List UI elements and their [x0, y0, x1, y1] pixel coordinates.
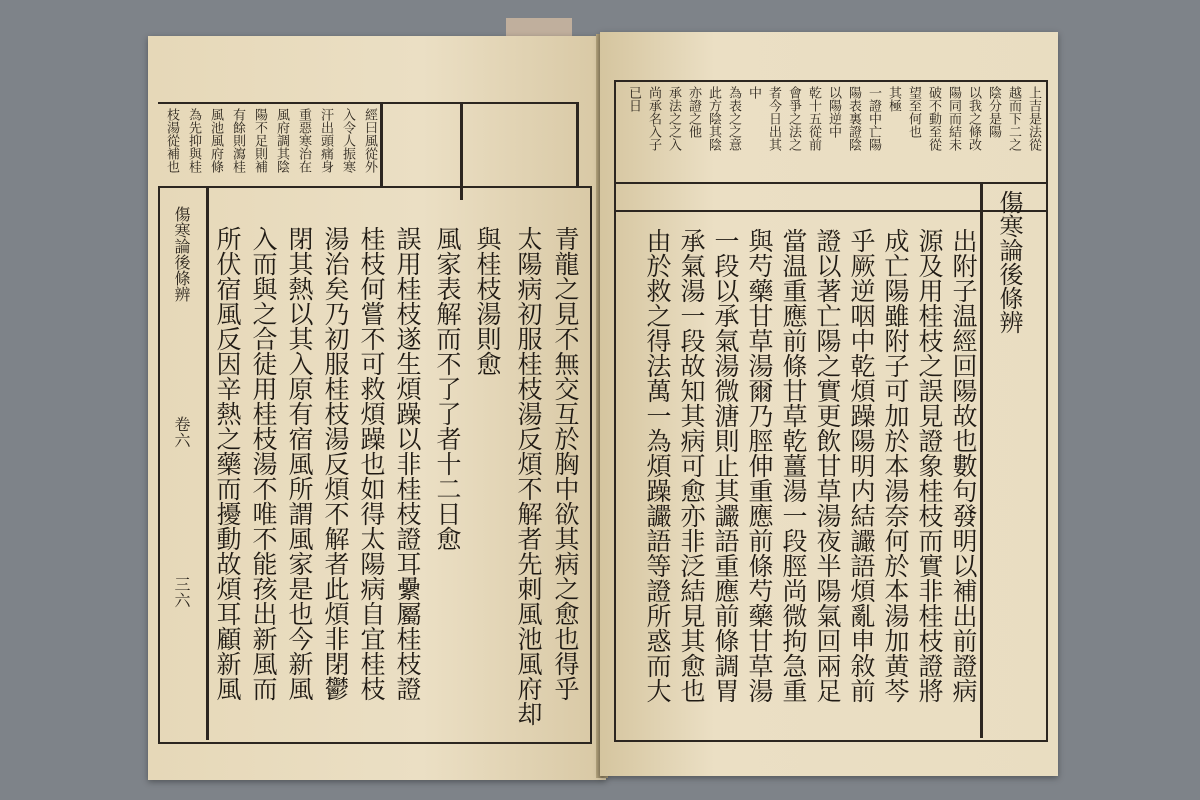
left-header-note: 風池風府條	[208, 108, 223, 173]
right-header-note: 此方陰其陰	[706, 86, 721, 151]
right-header-note: 承法之之入	[666, 86, 681, 151]
right-header-note: 為表之之意	[726, 86, 741, 151]
text-column: 源及用桂枝之誤見證象桂枝而實非桂枝證將	[915, 228, 944, 703]
left-header-note: 風府調其陰	[274, 108, 289, 173]
left-header-note: 枝湯從補也	[164, 108, 179, 173]
right-header-note: 中	[746, 86, 761, 99]
left-header-top	[380, 102, 578, 104]
left-header-note: 汗出頭痛身	[318, 108, 333, 173]
left-header-note: 入令人振寒	[340, 108, 355, 173]
right-header-note: 亦證之他	[686, 86, 701, 138]
right-header-note: 其極	[886, 86, 901, 112]
right-margin-rule	[980, 182, 983, 738]
left-volume-label: 卷六	[172, 416, 191, 448]
right-header-note: 陰分是陽	[986, 86, 1001, 138]
text-column: 一段以承氣湯微溏則止其讝語重應前條調胃	[711, 228, 740, 703]
left-header-note: 有餘則瀉桂	[230, 108, 245, 173]
text-column: 成亡陽雖附子可加於本湯奈何於本湯加黄芩	[881, 228, 910, 703]
right-header-note: 以我之條改	[966, 86, 981, 151]
left-header-note: 重惡寒治在	[296, 108, 311, 173]
text-column: 風家表解而不了了者十二日愈	[433, 226, 462, 551]
left-header-divider-3	[576, 102, 579, 188]
right-header-note: 尚承名入子	[646, 86, 661, 151]
text-column: 桂枝何嘗不可救煩躁也如得太陽病自宜桂枝	[357, 226, 386, 701]
text-column: 與芍藥甘草湯爾乃脛伸重應前條芍藥甘草湯	[745, 228, 774, 703]
text-column: 誤用桂枝遂生煩躁以非桂枝證耳纍屬桂枝證	[393, 226, 422, 701]
right-header-note: 望至何也	[906, 86, 921, 138]
text-column: 由於救之得法萬一為煩躁讝語等證所惑而大	[643, 228, 672, 703]
left-header-rule	[158, 102, 408, 104]
text-column: 湯治矣乃初服桂枝湯反煩不解者此煩非閉鬱	[321, 226, 350, 701]
right-header-note: 陽同而結未	[946, 86, 961, 151]
left-header-note: 經曰風從外	[362, 108, 377, 173]
right-header-note: 陽表裏證陰	[846, 86, 861, 151]
text-column: 太陽病初服桂枝湯反煩不解者先刺風池風府却	[514, 226, 543, 726]
left-header-divider	[380, 102, 383, 188]
text-column: 承氣湯一段故知其病可愈亦非泛結見其愈也	[677, 228, 706, 703]
text-column: 當温重應前條甘草乾薑湯一段脛尚微拘急重	[779, 228, 808, 703]
text-column: 閉其熱以其入原有宿風所謂風家是也今新風	[285, 226, 314, 701]
right-header-note: 以陽逆中	[826, 86, 841, 138]
text-column: 與桂枝湯則愈	[473, 226, 502, 376]
left-header-divider-2	[460, 102, 463, 200]
left-margin-rule	[206, 186, 209, 740]
left-header-note: 為先抑與桂	[186, 108, 201, 173]
right-margin-title: 傷寒論後條辨	[995, 190, 1023, 334]
right-header-note: 乾十五從前	[806, 86, 821, 151]
text-column: 出附子温經回陽故也數句發明以補出前證病	[949, 228, 978, 703]
text-column: 入而與之合徒用桂枝湯不唯不能孩出新風而	[249, 226, 278, 701]
right-header-note: 上吉是法從	[1026, 86, 1041, 151]
text-column: 證以著亡陽之實更飲甘草湯夜半陽氣回兩足	[813, 228, 842, 703]
text-column: 乎厥逆咽中乾煩躁陽明内結讝語煩亂申敘前	[847, 228, 876, 703]
left-page	[148, 36, 606, 780]
text-column: 所伏宿風反因辛熱之藥而擾動故煩耳顧新風	[213, 226, 242, 701]
left-margin-title: 傷寒論後條辨	[172, 206, 191, 302]
left-page-number: 三六	[172, 576, 191, 608]
right-header-note: 一證中亡陽	[866, 86, 881, 151]
right-header-note: 會爭之法之	[786, 86, 801, 151]
left-header-note: 陽不足則補	[252, 108, 267, 173]
right-header-note: 者今日出其	[766, 86, 781, 151]
right-header-note: 已日	[626, 86, 641, 112]
right-page	[600, 32, 1058, 776]
text-column: 青龍之見不無交互於胸中欲其病之愈也得乎	[551, 226, 580, 701]
right-header-note: 破不動至從	[926, 86, 941, 151]
right-header-note: 越而下二之	[1006, 86, 1021, 151]
